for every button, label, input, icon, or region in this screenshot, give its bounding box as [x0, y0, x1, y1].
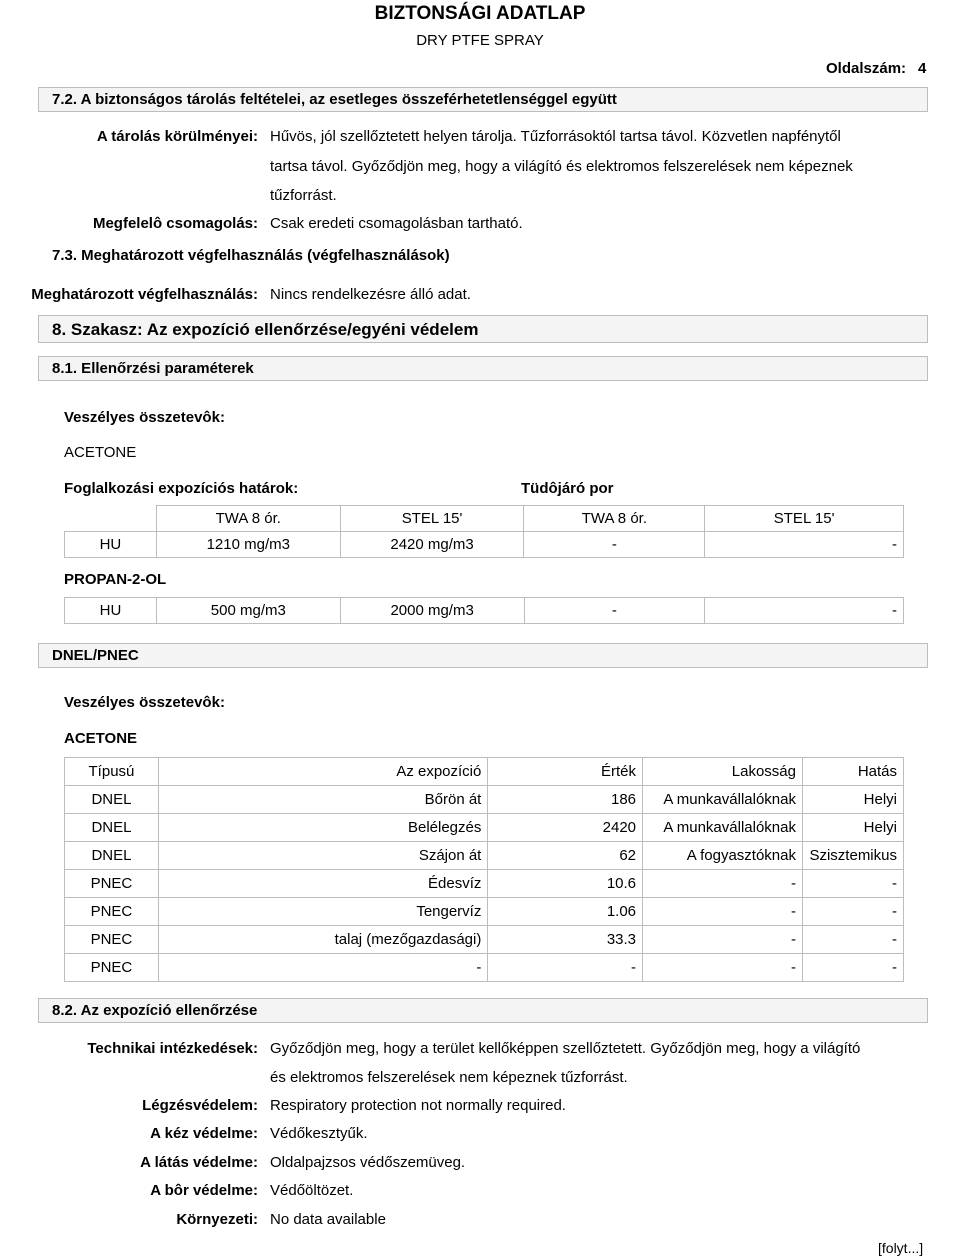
oel-cell: 2000 mg/m3 [340, 598, 524, 624]
packaging-label: Megfelelô csomagolás: [92, 215, 258, 232]
section-7-2-heading: 7.2. A biztonságos tárolás feltételei, az esetleges összeférhetetlenséggel együtt [38, 87, 928, 112]
environmental-label: Környezeti: [176, 1211, 258, 1228]
hand-protection-label: A kéz védelme: [150, 1125, 258, 1142]
dnel-cell: 33.3 [488, 926, 643, 954]
section-8-heading: 8. Szakasz: Az expozíció ellenőrzése/egyéni védelem [38, 315, 928, 343]
dnel-substance-acetone: ACETONE [64, 730, 138, 747]
technical-measures-line-2: és elektromos felszerelések nem képeznek tűzforrást. [270, 1069, 628, 1086]
storage-conditions-line-3: tűzforrást. [270, 187, 337, 204]
dnel-cell: Szisztemikus [802, 842, 903, 870]
document-title: BIZTONSÁGI ADATLAP [374, 3, 586, 24]
dnel-cell: - [158, 954, 487, 982]
substance-propan-2-ol: PROPAN-2-OL [64, 571, 167, 588]
dnel-cell: DNEL [65, 842, 159, 870]
table-row [65, 598, 904, 624]
page-number-label: Oldalszám: [826, 60, 907, 77]
oel-header-cell: TWA 8 ór. [524, 506, 705, 532]
dnel-hazardous-components-label: Veszélyes összetevôk: [64, 694, 225, 711]
dnel-cell: 2420 [488, 814, 643, 842]
hand-protection-value: Védőkesztyűk. [270, 1125, 368, 1142]
oel-cell: 2420 mg/m3 [340, 532, 524, 558]
environmental-value: No data available [270, 1211, 386, 1228]
oel-header-row [65, 506, 904, 532]
continued-marker: [folyt...] [878, 1240, 924, 1256]
dnel-cell: Tengervíz [158, 898, 487, 926]
dnel-cell: A fogyasztóknak [643, 842, 803, 870]
table-row [65, 814, 904, 842]
oel-table-acetone [64, 505, 904, 558]
dnel-cell: PNEC [65, 926, 159, 954]
dnel-cell: A munkavállalóknak [643, 786, 803, 814]
respiratory-protection-label: Légzésvédelem: [142, 1097, 258, 1114]
section-8-2-heading: 8.2. Az expozíció ellenőrzése [38, 998, 928, 1023]
technical-measures-line-1: Győződjön meg, hogy a terület kellőképpen szellőztetett. Győződjön meg, hogy a világító [270, 1040, 861, 1057]
table-row [65, 926, 904, 954]
dnel-cell: - [802, 898, 903, 926]
oel-header-cell: STEL 15' [705, 506, 904, 532]
intended-use-value: Nincs rendelkezésre álló adat. [270, 286, 471, 303]
dnel-cell: PNEC [65, 898, 159, 926]
hazardous-components-label: Veszélyes összetevôk: [64, 409, 225, 426]
dnel-cell: talaj (mezőgazdasági) [158, 926, 487, 954]
dnel-cell: DNEL [65, 814, 159, 842]
oel-cell: - [705, 598, 904, 624]
packaging-value: Csak eredeti csomagolásban tartható. [270, 215, 523, 232]
storage-conditions-label: A tárolás körülményei: [96, 128, 258, 145]
dnel-cell: 186 [488, 786, 643, 814]
oel-cell: - [705, 532, 904, 558]
table-row [65, 954, 904, 982]
dnel-cell: - [802, 870, 903, 898]
table-row [65, 842, 904, 870]
dnel-cell: Bőrön át [158, 786, 487, 814]
oel-header-cell: STEL 15' [340, 506, 524, 532]
oel-cell: HU [65, 598, 157, 624]
dnel-header-cell: Érték [488, 758, 643, 786]
oel-header-cell [65, 506, 157, 532]
dnel-pnec-heading: DNEL/PNEC [38, 643, 928, 668]
dnel-cell: Édesvíz [158, 870, 487, 898]
oel-header-cell: TWA 8 ór. [156, 506, 340, 532]
substance-acetone: ACETONE [64, 444, 137, 461]
oel-cell: 500 mg/m3 [156, 598, 340, 624]
eye-protection-label: A látás védelme: [140, 1154, 258, 1171]
technical-measures-label: Technikai intézkedések: [87, 1040, 258, 1057]
dnel-header-cell: Az expozíció [158, 758, 487, 786]
dnel-cell: 10.6 [488, 870, 643, 898]
dnel-cell: Belélegzés [158, 814, 487, 842]
oel-cell: 1210 mg/m3 [156, 532, 340, 558]
dnel-cell: Helyi [802, 786, 903, 814]
dnel-cell: - [802, 926, 903, 954]
oel-label: Foglalkozási expozíciós határok: [64, 480, 299, 497]
section-7-3-heading: 7.3. Meghatározott végfelhasználás (végfelhasználások) [52, 247, 450, 264]
dnel-header-cell: Hatás [802, 758, 903, 786]
dnel-cell: 62 [488, 842, 643, 870]
skin-protection-value: Védőöltözet. [270, 1182, 354, 1199]
oel-table-propanol [64, 597, 904, 624]
storage-conditions-line-1: Hűvös, jól szellőztetett helyen tárolja. Tűzforrásoktól tartsa távol. Közvetlen napfénytől [270, 128, 841, 145]
dnel-cell: Helyi [802, 814, 903, 842]
dnel-cell: - [802, 954, 903, 982]
table-row [65, 870, 904, 898]
dnel-header-cell: Lakosság [643, 758, 803, 786]
dnel-cell: Szájon át [158, 842, 487, 870]
dnel-cell: PNEC [65, 954, 159, 982]
oel-cell: HU [65, 532, 157, 558]
oel-cell: - [524, 598, 705, 624]
table-row [65, 786, 904, 814]
dnel-cell: - [643, 870, 803, 898]
dnel-header-row [65, 758, 904, 786]
product-name: DRY PTFE SPRAY [416, 32, 544, 49]
eye-protection-value: Oldalpajzsos védőszemüveg. [270, 1154, 466, 1171]
dnel-header-cell: Típusú [65, 758, 159, 786]
section-8-1-heading: 8.1. Ellenőrzési paraméterek [38, 356, 928, 381]
dnel-cell: - [643, 954, 803, 982]
dnel-cell: DNEL [65, 786, 159, 814]
dnel-cell: 1.06 [488, 898, 643, 926]
dnel-cell: PNEC [65, 870, 159, 898]
page-number: 4 [918, 60, 927, 77]
storage-conditions-line-2: tartsa távol. Győződjön meg, hogy a világító és elektromos felszerelések nem képeznek [270, 158, 853, 175]
dnel-cell: - [643, 926, 803, 954]
oel-cell: - [524, 532, 705, 558]
dnel-cell: A munkavállalóknak [643, 814, 803, 842]
skin-protection-label: A bôr védelme: [150, 1182, 258, 1199]
dnel-cell: - [643, 898, 803, 926]
respirable-dust-label: Tüdôjáró por [521, 480, 614, 497]
intended-use-label: Meghatározott végfelhasználás: [31, 286, 258, 303]
dnel-table [64, 757, 904, 982]
respiratory-protection-value: Respiratory protection not normally required. [270, 1097, 566, 1114]
table-row [65, 532, 904, 558]
table-row [65, 898, 904, 926]
dnel-cell: - [488, 954, 643, 982]
